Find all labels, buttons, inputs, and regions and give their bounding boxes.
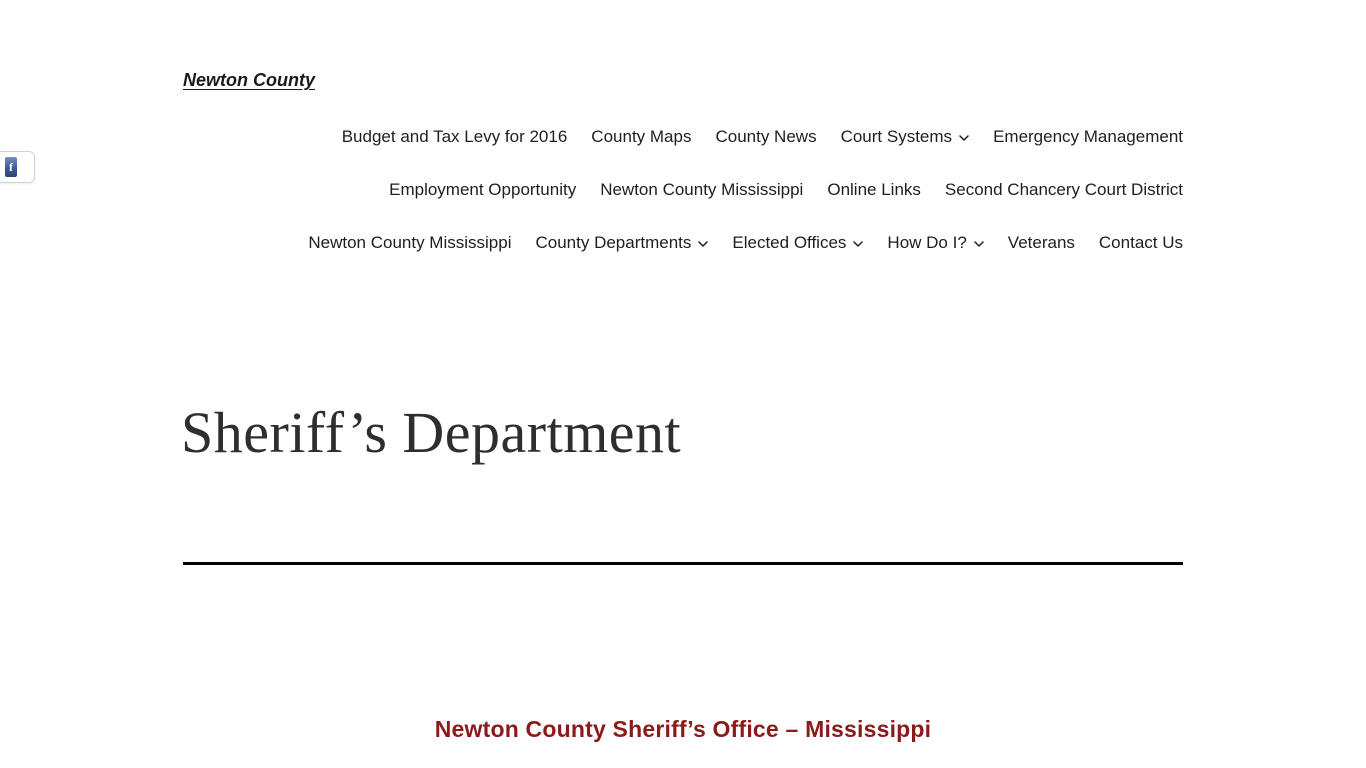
nav-item-label: Budget and Tax Levy for 2016 [341,127,568,146]
nav-item-employment-opportunity[interactable] [389,180,576,199]
nav-item-label: Veterans [1007,233,1075,252]
site-title-link[interactable]: Newton County [183,70,315,90]
chevron-down-icon [959,135,969,141]
nav-item-newton-county-mississippi-2[interactable] [308,233,511,252]
chevron-down-icon [974,241,984,247]
nav-item-county-maps[interactable] [591,127,691,146]
nav-item-court-systems[interactable] [841,127,969,146]
page-title: Sheriff’s Department [181,400,682,465]
nav-item-label: County News [715,127,817,146]
nav-item-newton-county-mississippi-1[interactable] [600,180,803,199]
nav-item-veterans[interactable] [1008,233,1075,252]
main-nav-row-1 [183,127,1183,146]
nav-item-label: Court Systems [840,127,953,146]
nav-item-county-departments[interactable] [535,233,708,252]
nav-item-label: How Do I? [887,233,967,252]
nav-item-second-chancery-court-district[interactable] [945,180,1183,199]
nav-item-county-news[interactable] [715,127,816,146]
nav-item-label: County Maps [591,127,692,146]
nav-item-label: Online Links [827,180,921,199]
chevron-down-icon [853,241,863,247]
nav-item-emergency-management[interactable] [993,127,1183,146]
nav-item-label: Emergency Management [993,127,1183,146]
facebook-icon: f [5,157,17,177]
nav-item-label: Elected Offices [732,233,847,252]
nav-item-how-do-i[interactable] [887,233,983,252]
nav-item-label: Second Chancery Court District [944,180,1183,199]
content-divider [183,562,1183,565]
nav-item-label: County Departments [535,233,692,252]
nav-item-label: Newton County Mississippi [600,180,804,199]
nav-item-online-links[interactable] [827,180,921,199]
nav-item-budget-tax-levy-2016[interactable] [342,127,568,146]
nav-item-contact-us[interactable] [1099,233,1183,252]
nav-item-label: Contact Us [1098,233,1183,252]
main-nav-row-3 [183,233,1183,252]
nav-item-label: Newton County Mississippi [308,233,512,252]
main-nav-row-2 [183,180,1183,199]
nav-item-elected-offices[interactable] [732,233,863,252]
nav-item-label: Employment Opportunity [389,180,577,199]
facebook-share-button[interactable] [0,151,35,183]
chevron-down-icon [698,241,708,247]
sheriff-office-headline: Newton County Sheriff’s Office – Mississippi [434,716,932,742]
